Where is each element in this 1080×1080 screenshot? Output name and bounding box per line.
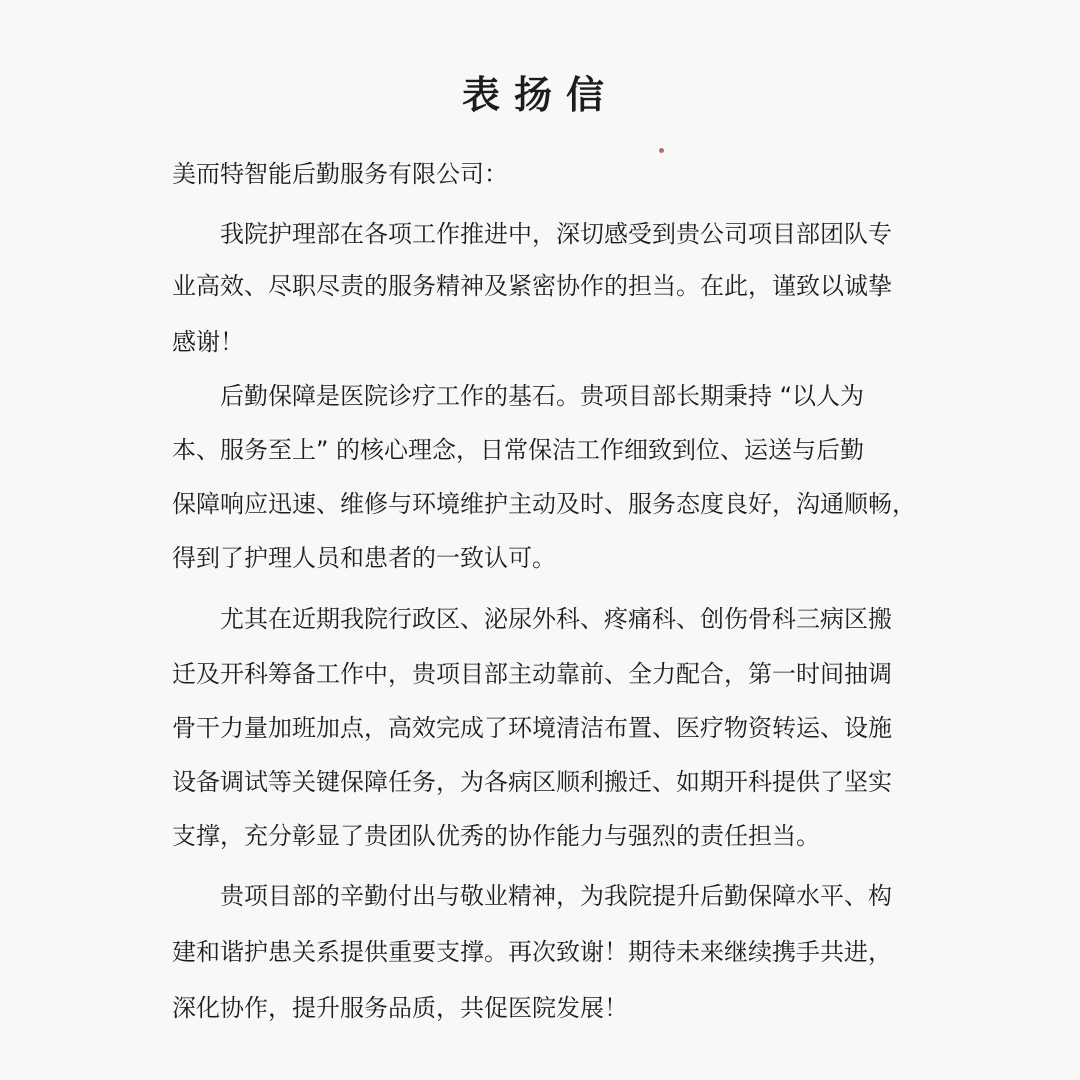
body-line: 保障响应迅速、维修与环境维护主动及时、服务态度良好，沟通顺畅， xyxy=(172,490,916,518)
body-line: 业高效、尽职尽责的服务精神及紧密协作的担当。在此，谨致以诚挚 xyxy=(172,272,892,300)
letter-title: 表扬信 xyxy=(461,73,618,117)
body-line: 设备调试等关键保障任务，为各病区顺利搬迁、如期开科提供了坚实 xyxy=(172,768,892,796)
body-line: 感谢！ xyxy=(172,328,244,356)
body-line: 迁及开科筹备工作中，贵项目部主动靠前、全力配合，第一时间抽调 xyxy=(172,660,892,688)
body-line: 尤其在近期我院行政区、泌尿外科、疼痛科、创伤骨科三病区搬 xyxy=(220,605,892,633)
body-line: 得到了护理人员和患者的一致认可。 xyxy=(172,544,556,572)
salutation: 美而特智能后勤服务有限公司： xyxy=(172,160,508,188)
body-line: 深化协作，提升服务品质，共促医院发展！ xyxy=(172,994,628,1022)
body-line: 支撑，充分彰显了贵团队优秀的协作能力与强烈的责任担当。 xyxy=(172,822,820,850)
body-line: 骨干力量加班加点，高效完成了环境清洁布置、医疗物资转运、设施 xyxy=(172,714,892,742)
body-line: 建和谐护患关系提供重要支撑。再次致谢！期待未来继续携手共进， xyxy=(172,938,892,966)
body-line: 贵项目部的辛勤付出与敬业精神，为我院提升后勤保障水平、构 xyxy=(220,882,892,910)
ink-speck xyxy=(659,148,664,153)
body-line: 后勤保障是医院诊疗工作的基石。贵项目部长期秉持 “以人为 xyxy=(220,382,865,410)
body-line: 本、服务至上” 的核心理念，日常保洁工作细致到位、运送与后勤 xyxy=(172,436,865,464)
body-line: 我院护理部在各项工作推进中，深切感受到贵公司项目部团队专 xyxy=(220,220,892,248)
